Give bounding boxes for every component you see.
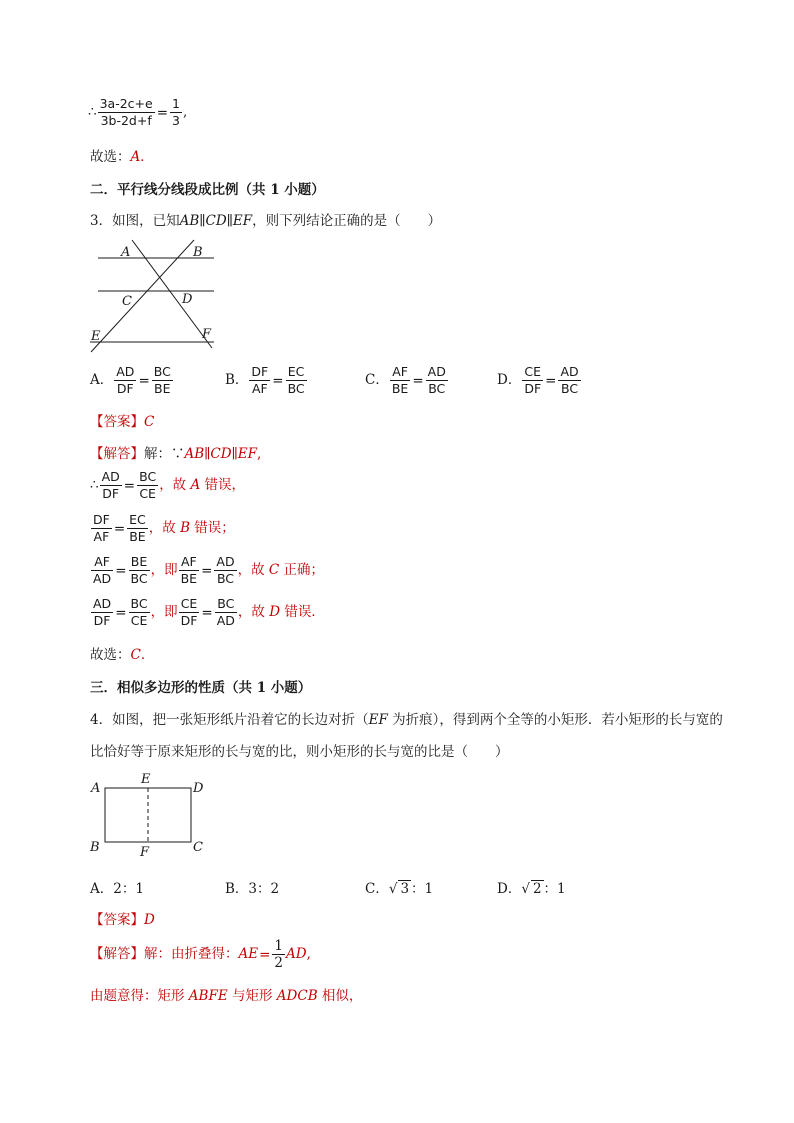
q4-option-c: C．√ 3 ：1 bbox=[365, 881, 434, 897]
q3-option-d: D． $\frac{CE}{DF}$ = $\frac{AD}{BC}$ bbox=[497, 364, 579, 396]
q4-option-d: D．√ 2 ：1 bbox=[497, 881, 566, 897]
label-b: B bbox=[193, 245, 203, 260]
q4-solution-line-2: 由题意得：矩形 ABFE 与矩形 ADCB 相似， bbox=[90, 988, 363, 1004]
transversal-be bbox=[91, 240, 194, 352]
parallel-lines-figure bbox=[88, 238, 223, 356]
q4-answer: 【答案】D bbox=[90, 912, 155, 928]
sqrt-symbol: √ bbox=[521, 881, 530, 897]
therefore-symbol: ∴ bbox=[88, 104, 97, 120]
label-f: F bbox=[140, 845, 150, 860]
q4-option-b: B．3：2 bbox=[225, 881, 280, 897]
fraction-one-half: $\frac{1}{2}$ bbox=[274, 938, 284, 971]
label-d: D bbox=[182, 292, 193, 307]
q3-option-b: B． $\frac{DF}{AF}$ = $\frac{EC}{BC}$ bbox=[225, 364, 305, 396]
fraction-one-third: $\frac{1}{3}$ bbox=[172, 96, 180, 128]
q4-solution-line-1: 【解答】解：由折叠得：AE= $\frac{1}{2}$ AD, bbox=[90, 938, 311, 971]
label-a: A bbox=[91, 781, 101, 796]
q3-option-c: C． $\frac{AF}{BE}$ = $\frac{AD}{BC}$ bbox=[365, 364, 446, 396]
rectangle-fold-figure bbox=[88, 770, 208, 862]
question-3-stem: 3．如图，已知AB∥CD∥EF，则下列结论正确的是（ ） bbox=[90, 213, 442, 229]
pick-line-1: 故选：A． bbox=[90, 149, 154, 165]
therefore-fraction-line: ∴ $\frac{3a-2c+e}{3b-2d+f}$ = $\frac{1}{3}$ , bbox=[88, 96, 188, 128]
label-e: E bbox=[141, 772, 151, 787]
q3-solution-intro: 【解答】解：∵AB∥CD∥EF, bbox=[90, 446, 262, 462]
q3-solution-line-2: $\frac{DF}{AF}$ = $\frac{EC}{BE}$ ，故 B 错误； bbox=[93, 512, 235, 544]
label-e: E bbox=[91, 329, 101, 344]
section-heading-2: 二．平行线分线段成比例（共 1 小题） bbox=[90, 182, 325, 198]
section-heading-3: 三．相似多边形的性质（共 1 小题） bbox=[90, 680, 312, 696]
fraction: $\frac{3a-2c+e}{3b-2d+f}$ bbox=[99, 96, 153, 128]
label-f: F bbox=[202, 327, 212, 342]
sqrt-symbol: √ bbox=[388, 881, 398, 897]
q3-solution-line-4: $\frac{AD}{DF}$ = $\frac{BC}{CE}$ ，即 $\frac{CE}{DF}$ = $\frac{BC}{AD}$ ，故 D 错误． bbox=[93, 596, 325, 628]
question-4-line-1: 4．如图，把一张矩形纸片沿着它的长边对折（EF 为折痕），得到两个全等的小矩形．若小矩形的长与宽的 bbox=[90, 712, 723, 728]
label-d: D bbox=[193, 781, 204, 796]
question-4-line-2: 比恰好等于原来矩形的长与宽的比，则小矩形的长与宽的比是（ ） bbox=[90, 744, 509, 760]
q3-pick: 故选：C． bbox=[90, 647, 155, 663]
label-c: C bbox=[193, 840, 203, 855]
q4-option-a: A．2：1 bbox=[90, 881, 144, 897]
label-b: B bbox=[90, 840, 100, 855]
q3-solution-line-1: ∴ $\frac{AD}{DF}$ = $\frac{BC}{CE}$ ，故 A 错误， bbox=[90, 469, 246, 501]
label-a: A bbox=[121, 245, 131, 260]
q3-answer: 【答案】C bbox=[90, 414, 155, 430]
q3-option-a: A． $\frac{AD}{DF}$ = $\frac{BC}{BE}$ bbox=[90, 364, 171, 396]
label-c: C bbox=[122, 294, 132, 309]
q3-solution-line-3: $\frac{AF}{AD}$ = $\frac{BE}{BC}$ ，即 $\frac{AF}{BE}$ = $\frac{AD}{BC}$ ，故 C 正确； bbox=[93, 554, 325, 586]
